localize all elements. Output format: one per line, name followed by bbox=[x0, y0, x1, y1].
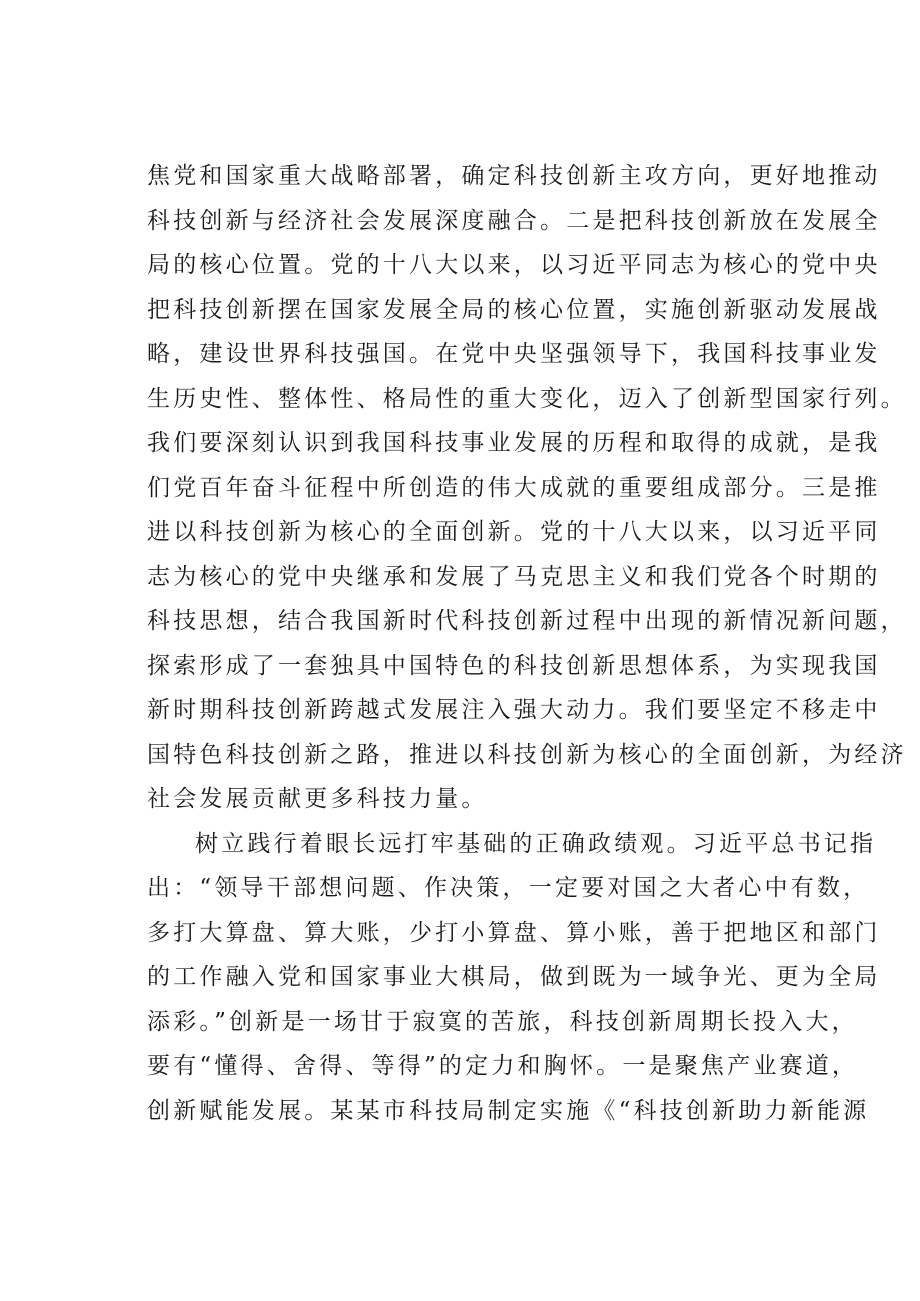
text-line: 探索形成了一套独具中国特色的科技创新思想体系，为实现我国 bbox=[147, 652, 881, 679]
text-line: 进以科技创新为核心的全面创新。党的十八大以来，以习近平同 bbox=[147, 519, 881, 545]
paragraph-1 bbox=[147, 154, 907, 822]
text-line: 们党百年奋斗征程中所创造的伟大成就的重要组成部分。三是推 bbox=[147, 474, 881, 501]
text-line: 社会发展贡献更多科技力量。 bbox=[147, 786, 488, 812]
text-line: 要有“懂得、舍得、等得”的定力和胸怀。一是聚焦产业赛道， bbox=[147, 1053, 859, 1079]
text-line: 科技创新与经济社会发展深度融合。二是把科技创新放在发展全 bbox=[147, 207, 881, 234]
text-line: 把科技创新摆在国家发展全局的核心位置，实施创新驱动发展战 bbox=[147, 296, 881, 323]
text-line: 生历史性、整体性、格局性的重大变化，迈入了创新型国家行列。 bbox=[147, 385, 907, 412]
text-line: 出：“领导干部想问题、作决策，一定要对国之大者心中有数， bbox=[147, 875, 870, 901]
text-line: 添彩。”创新是一场甘于寂寞的苦旅，科技创新周期长投入大， bbox=[147, 1008, 858, 1035]
text-line: 多打大算盘、算大账，少打小算盘、算小账，善于把地区和部门 bbox=[147, 919, 881, 946]
text-line: 创新赋能发展。某某市科技局制定实施《“科技创新助力新能源 bbox=[147, 1097, 870, 1124]
text-line: 局的核心位置。党的十八大以来，以习近平同志为核心的党中央 bbox=[147, 252, 881, 278]
text-line: 焦党和国家重大战略部署，确定科技创新主攻方向，更好地推动 bbox=[147, 163, 881, 189]
paragraph-2 bbox=[147, 822, 881, 1134]
text-line: 志为核心的党中央继承和发展了马克思主义和我们党各个时期的 bbox=[147, 563, 881, 590]
text-line: 我们要深刻认识到我国科技事业发展的历程和取得的成就，是我 bbox=[147, 430, 881, 456]
text-line-indented: 树立践行着眼长远打牢基础的正确政绩观。习近平总书记指 bbox=[195, 830, 877, 857]
document-body bbox=[147, 154, 907, 1133]
text-line: 新时期科技创新跨越式发展注入强大动力。我们要坚定不移走中 bbox=[147, 697, 881, 723]
text-line: 的工作融入党和国家事业大棋局，做到既为一域争光、更为全局 bbox=[147, 964, 881, 990]
text-line: 略，建设世界科技强国。在党中央坚强领导下，我国科技事业发 bbox=[147, 341, 881, 367]
text-line: 科技思想，结合我国新时代科技创新过程中出现的新情况新问题， bbox=[147, 608, 907, 634]
text-line: 国特色科技创新之路，推进以科技创新为核心的全面创新，为经济 bbox=[147, 741, 907, 768]
